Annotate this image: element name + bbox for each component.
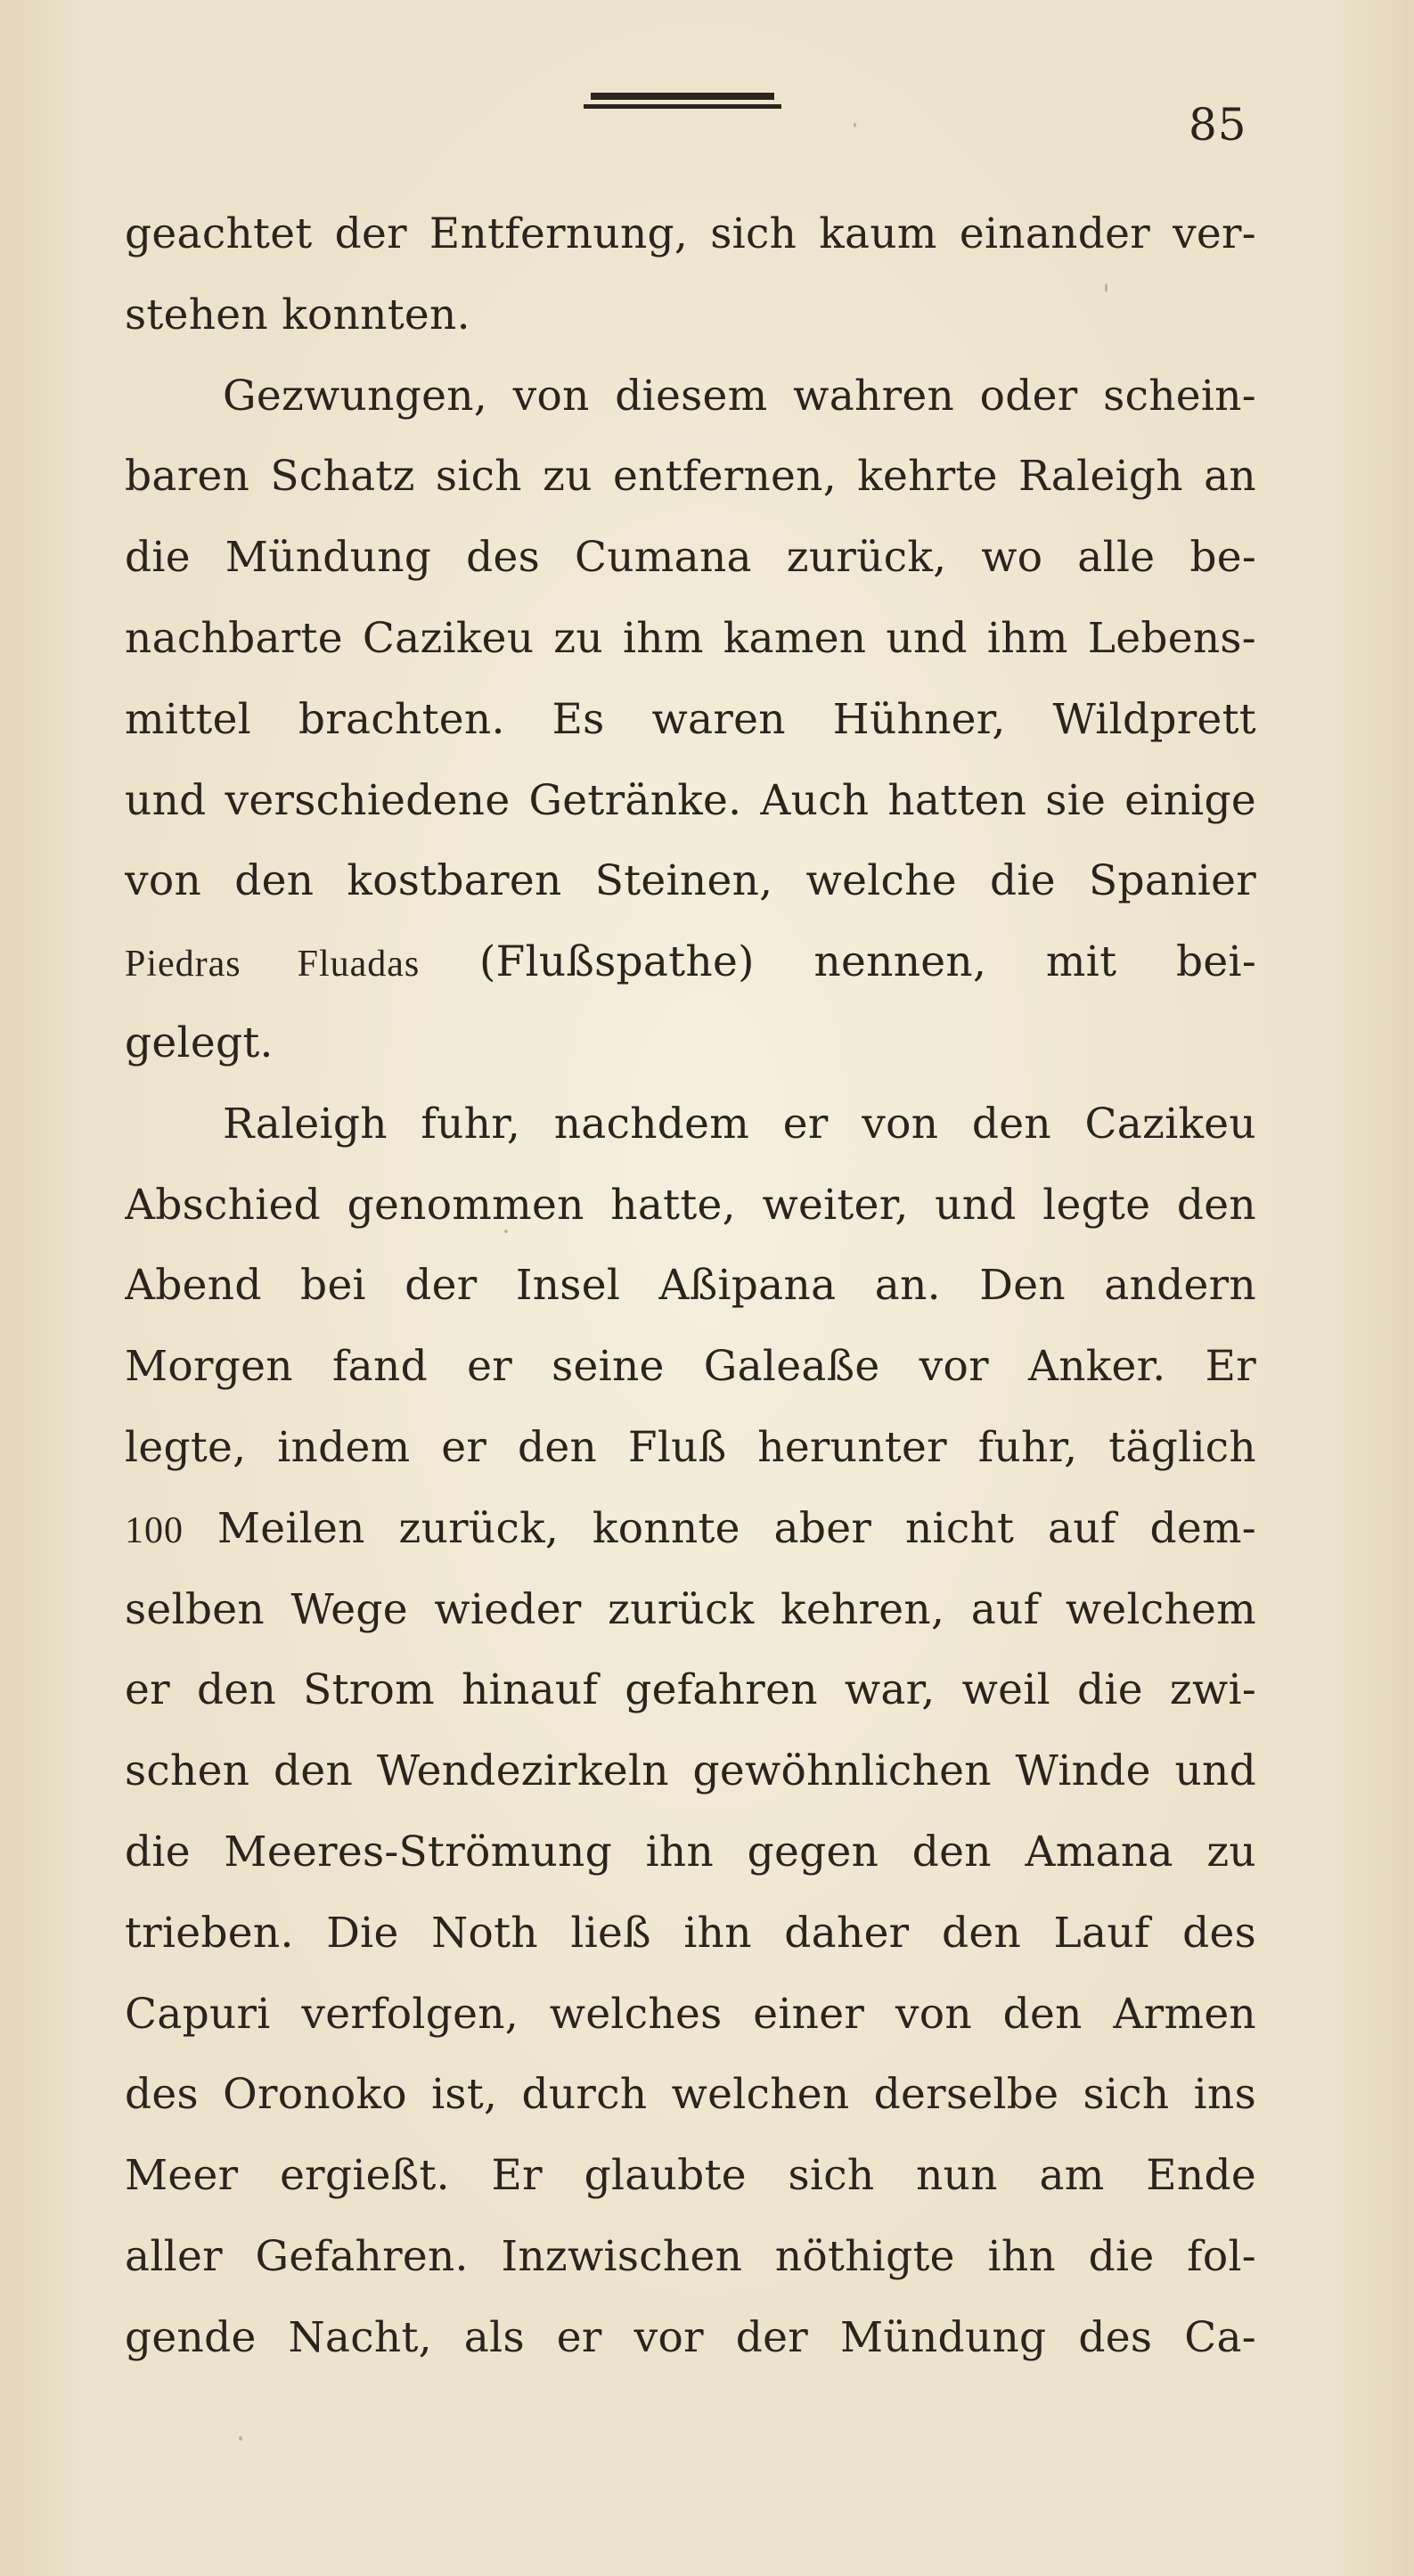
text-line-10	[125, 922, 1256, 1003]
text-line-22: trieben. Die Noth ließ ihn daher den Lauf des	[125, 1908, 1256, 1958]
paper-speck	[504, 1230, 508, 1233]
text-line-25: Meer ergießt. Er glaubte sich nun am Ende	[125, 2151, 1256, 2201]
text-line-23: Capuri verfolgen, welches einer von den Armen	[125, 1989, 1256, 2039]
text-line-3: Gezwungen, von diesem wahren oder schein-	[223, 371, 1256, 421]
ornament-top-bar	[591, 93, 774, 100]
text-line-26: aller Gefahren. Inzwischen nöthigte ihn die fol-	[125, 2231, 1256, 2281]
text-line-20: schen den Wendezirkeln gewöhnlichen Winde und	[125, 1746, 1256, 1796]
text-line-18: selben Wege wieder zurück kehren, auf welchem	[125, 1584, 1256, 1634]
text-line-10-rest: (Flußspathe) nennen, mit bei-	[478, 937, 1256, 987]
text-line-24: des Oronoko ist, durch welchen derselbe sich ins	[125, 2070, 1256, 2120]
text-line-17-rest: Meilen zurück, konnte aber nicht auf dem-	[217, 1503, 1256, 1553]
text-line-16: legte, indem er den Fluß herunter fuhr, täglich	[125, 1422, 1256, 1472]
text-line-9: von den kostbaren Steinen, welche die Spanier	[125, 856, 1256, 906]
text-line-4: baren Schatz sich zu entfernen, kehrte Raleigh an	[125, 452, 1256, 502]
text-line-7: mittel brachten. Es waren Hühner, Wildprett	[125, 694, 1256, 744]
text-line-21: die Meeres-Strömung ihn gegen den Amana zu	[125, 1827, 1256, 1877]
paper-speck	[854, 123, 856, 127]
text-line-19: er den Strom hinauf gefahren war, weil die zwi-	[125, 1665, 1256, 1715]
latin-phrase: Piedras Fluadas	[125, 944, 421, 985]
text-line-15: Morgen fand er seine Galeaße vor Anker. Er	[125, 1342, 1256, 1392]
header-ornament-rule	[584, 93, 781, 112]
text-line-12: Raleigh fuhr, nachdem er von den Cazikeu	[223, 1099, 1256, 1149]
text-line-5: die Mündung des Cumana zurück, wo alle be-	[125, 533, 1256, 583]
text-line-6: nachbarte Cazikeu zu ihm kamen und ihm Lebens-	[125, 613, 1256, 663]
text-line-2: stehen konnten.	[125, 290, 470, 339]
text-line-17	[125, 1489, 1256, 1570]
text-line-11: gelegt.	[125, 1018, 274, 1067]
text-line-14: Abend bei der Insel Aßipana an. Den andern	[125, 1261, 1256, 1311]
paper-speck	[239, 2436, 242, 2441]
ornament-bottom-bar	[584, 104, 781, 109]
body-text	[125, 194, 1256, 2379]
paper-speck	[1105, 283, 1107, 292]
text-line-27: gende Nacht, als er vor der Mündung des Ca-	[125, 2312, 1256, 2362]
number-100: 100	[125, 1509, 184, 1551]
text-line-1: geachtet der Entfernung, sich kaum einander ver-	[125, 209, 1256, 258]
text-line-8: und verschiedene Getränke. Auch hatten sie einige	[125, 775, 1256, 825]
page-number: 85	[1189, 99, 1247, 151]
text-line-13: Abschied genommen hatte, weiter, und legte den	[125, 1180, 1256, 1230]
